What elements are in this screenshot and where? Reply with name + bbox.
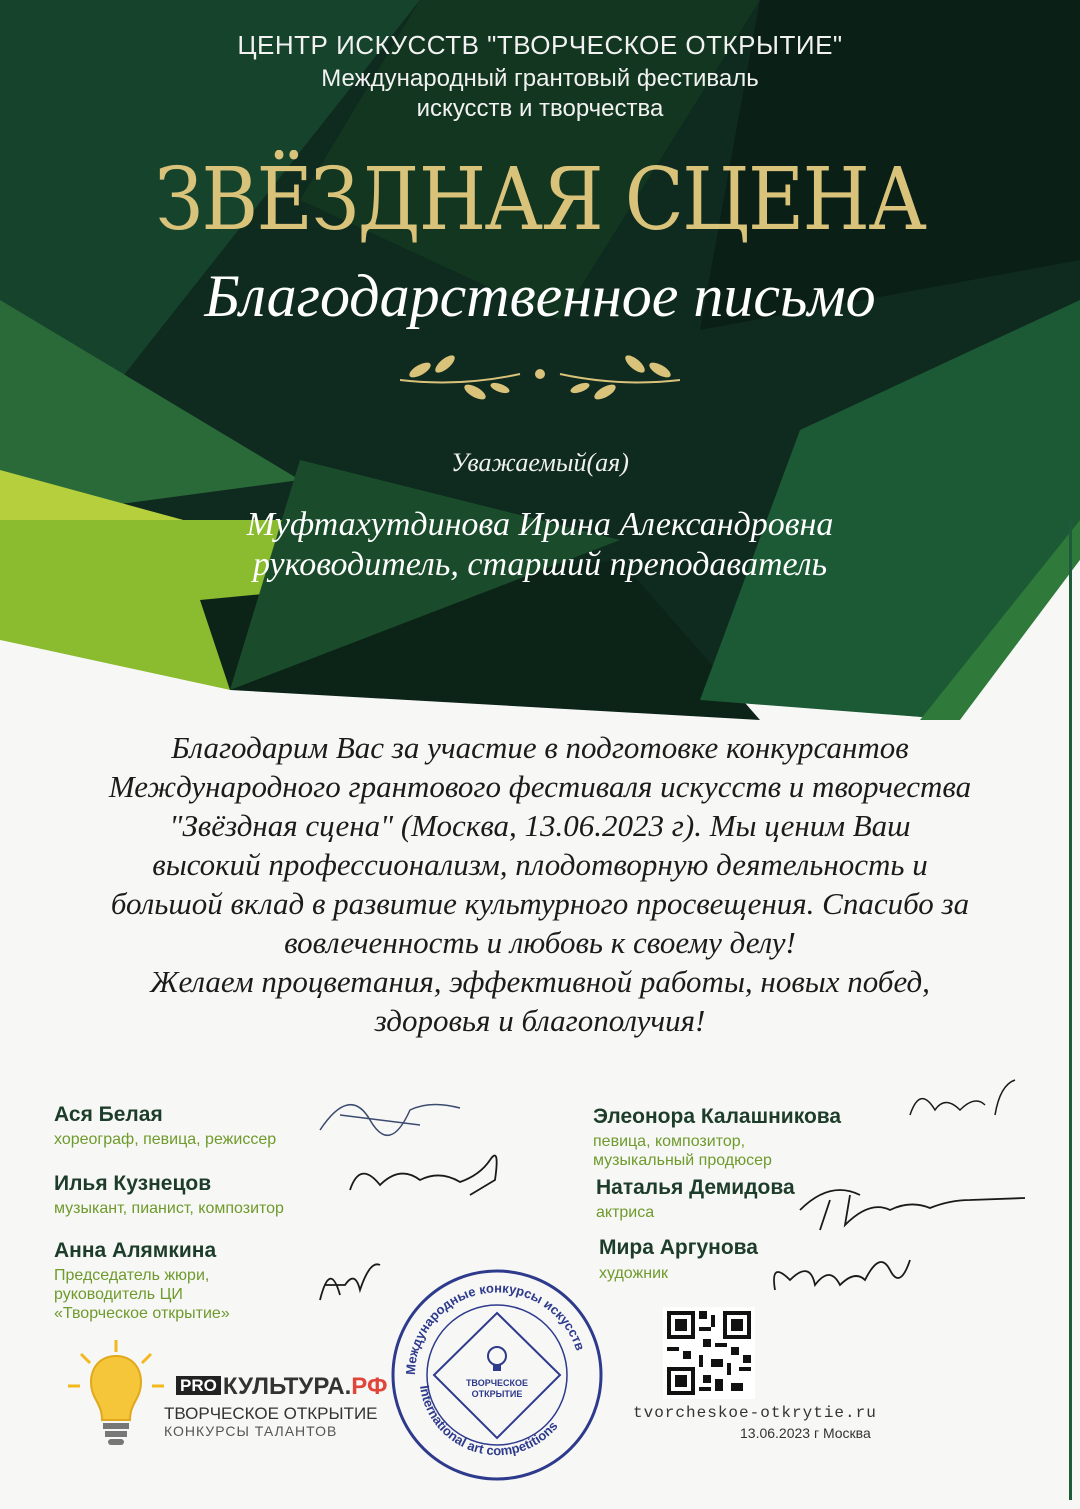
signatory-name: Элеонора Калашникова — [593, 1105, 842, 1128]
signature-image — [310, 1250, 390, 1320]
body-line: "Звёздная сцена" (Москва, 13.06.2023 г). Мы ценим Ваш — [169, 808, 911, 843]
website-url: tvorcheskoe-otkrytie.ru — [633, 1404, 877, 1422]
stamp-bottom-text: International art competitions — [417, 1384, 561, 1459]
signatory-name: Мира Аргунова — [599, 1236, 758, 1259]
laurel-ornament-icon — [390, 342, 690, 422]
greeting: Уважаемый(ая) — [451, 448, 629, 477]
stamp-center-line-2: ОТКРЫТИЕ — [471, 1389, 523, 1399]
official-stamp — [390, 1268, 605, 1483]
document-title: Благодарственное письмо — [204, 263, 876, 329]
role-line: Председатель жюри, — [54, 1267, 210, 1284]
signatory-role — [54, 1266, 230, 1323]
festival-title: ЗВЁЗДНАЯ СЦЕНА — [154, 150, 926, 250]
recipient-name: Муфтахутдинова Ирина Александровна — [246, 506, 834, 543]
signatory-name: Анна Алямкина — [54, 1239, 217, 1262]
signatory-role: актриса — [596, 1204, 655, 1221]
signatory-name: Ася Белая — [54, 1103, 163, 1126]
role-line: музыкальный продюсер — [593, 1152, 772, 1169]
signatory-name: Илья Кузнецов — [54, 1172, 212, 1195]
letter-body — [40, 728, 1040, 1040]
stamp-top-text: Международные конкурсы искусств — [402, 1280, 588, 1376]
body-line: Благодарим Вас за участие в подготовке конкурсантов — [171, 730, 909, 765]
stamp-center-line-1: ТВОРЧЕСКОЕ — [465, 1378, 529, 1388]
pro-box: PRO — [176, 1376, 221, 1395]
recipient-position: руководитель, старший преподаватель — [252, 546, 828, 583]
role-line: «Творческое открытие» — [54, 1305, 230, 1322]
body-line: вовлеченность и любовь к своему делу! — [284, 925, 796, 960]
signatory-role — [593, 1132, 772, 1170]
organization-name: ЦЕНТР ИСКУССТВ "ТВОРЧЕСКОЕ ОТКРЫТИЕ" — [237, 30, 843, 60]
signature-image — [900, 1075, 1020, 1135]
prokultura-logo — [176, 1373, 387, 1401]
recipient-block — [0, 505, 1080, 585]
lightbulb-logo-icon — [66, 1338, 166, 1458]
qr-code-icon — [663, 1307, 755, 1399]
signature-image — [760, 1240, 920, 1310]
body-line: Желаем процветания, эффективной работы, новых побед, — [150, 964, 930, 999]
pro-main: КУЛЬТУРА. — [222, 1373, 352, 1400]
signatory-role: художник — [599, 1265, 668, 1282]
festival-name — [0, 64, 1080, 124]
lightbulb-icon — [488, 1347, 506, 1371]
signature-image — [340, 1140, 510, 1210]
body-line: высокий профессионализм, плодотворную деятельность и — [152, 847, 928, 882]
org-name: ТВОРЧЕСКОЕ ОТКРЫТИЕ — [164, 1404, 378, 1423]
role-line: певица, композитор, — [593, 1133, 746, 1150]
body-line: большой вклад в развитие культурного просвещения. Спасибо за — [110, 886, 970, 921]
issue-date: 13.06.2023 г Москва — [740, 1425, 871, 1441]
signatory-name: Наталья Демидова — [596, 1176, 795, 1199]
festival-line-1: Международный грантовый фестиваль — [321, 65, 759, 92]
body-line: Международного грантового фестиваля искусств и творчества — [108, 769, 972, 804]
side-border — [1069, 520, 1072, 1500]
signatory-role: музыкант, пианист, композитор — [54, 1200, 284, 1217]
body-line: здоровья и благополучия! — [374, 1003, 706, 1038]
role-line: руководитель ЦИ — [54, 1286, 183, 1303]
signature-image — [790, 1170, 1030, 1240]
festival-line-2: искусств и творчества — [416, 95, 664, 122]
org-tagline: КОНКУРСЫ ТАЛАНТОВ — [164, 1423, 338, 1439]
pro-rf: РФ — [351, 1373, 388, 1400]
signatory-role: хореограф, певица, режиссер — [54, 1131, 277, 1148]
